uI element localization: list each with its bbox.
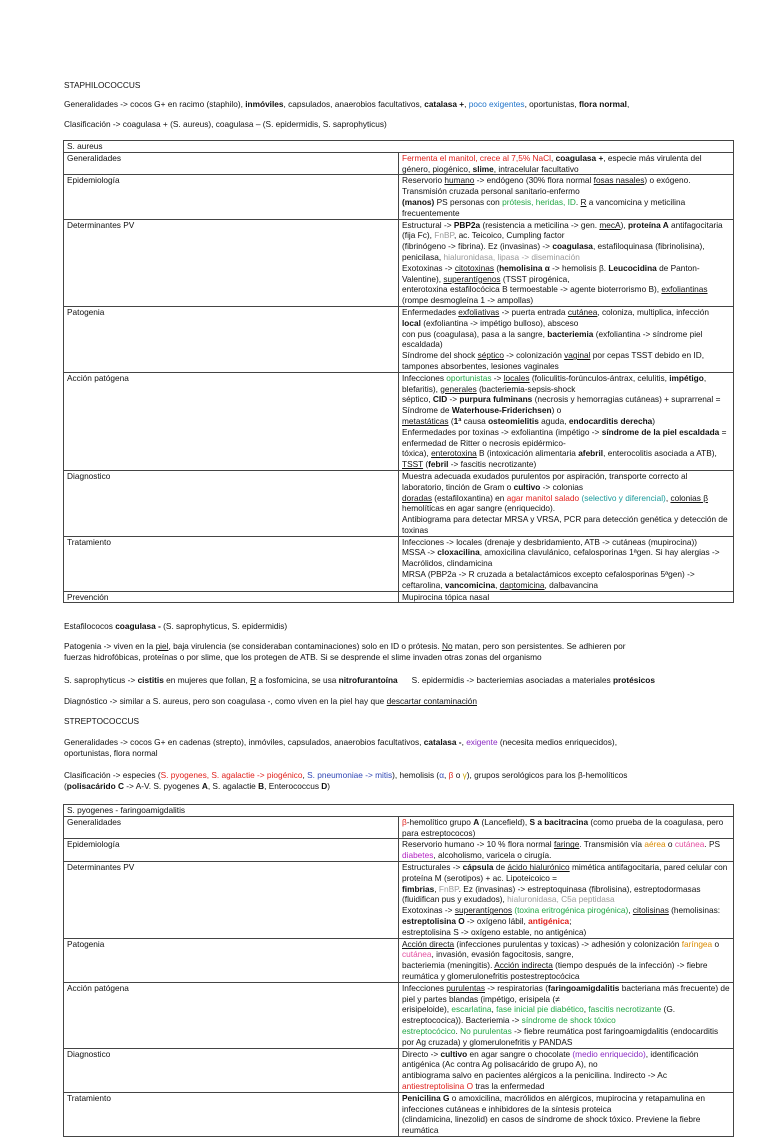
table-row: Epidemiología Reservorio humano -> endógeno (30% flora normal fosas nasales) o exógeno. Transmisión cruzada personal sanitario-enfermo (manos) PS personas con prótesis, heridas, ID. R a vancomicina y meticilina frecuentemente <box>64 175 734 219</box>
coagneg-diagnostico: Diagnóstico -> similar a S. aureus, pero son coagulasa -, como viven en la piel hay que descartar contaminación <box>64 696 478 706</box>
table-row: Acción patógena Infecciones oportunistas -> locales (foliculitis-forúnculos-ántrax, celulitis, impétigo, blefaritis), generales (bacteriemia-sepsis-shock séptico, CID -> purpura fulminans (necrosis y hemorragias cutáneas) + suprarrenal = Síndrome de Waterhouse-Friderichsen) o metastáticas (1ª causa osteomielitis aguda, endocarditis derecha) Enfermedades por toxinas -> exfoliantina (impétigo -> síndrome de la piel escaldada = enfermedad de Ritter o necrosis epidérmico- tóxica), enterotoxina B (intoxicación alimentaria afebril, enterocolitis asociada a ATB), TSST (febril -> fascitis necrotizante) <box>64 372 734 470</box>
table-row: Patogenia Acción directa (infecciones purulentas y toxicas) -> adhesión y colonización faríngea o cutánea, invasión, evasión fagocitosis, sangre, bacteriemia (meningitis). Acción indirecta (tiempo después de la infección) -> fiebre reumática y glomerulonefritis postestreptocócica <box>64 938 734 982</box>
s-aureus-table <box>63 140 734 603</box>
coagneg-saprophyticus: S. saprophyticus -> cistitis en mujeres que follan, R a fosfomicina, se usa nitrofurantoína S. epidermidis -> bacteriemias asociadas a materiales protésicos <box>64 675 655 685</box>
table-row: Epidemiología Reservorio humano -> 10 % flora normal faringe. Transmisión vía aérea o cutánea. PS diabetes, alcoholismo, varicela o cirugía. <box>64 839 734 862</box>
table-row: Determinantes PV Estructurales -> cápsula de ácido hialurónico mimética antifagocitaria, pared celular con proteína M (serotipos) + ac. Lipoteicoico = fimbrias, FnBP. Ez (invasinas) -> estreptoquinasa (fibrolisina), estreptodormasas (fluidifican pus y exudados), hialuronidasa, C5a peptidasa Exotoxinas -> superantígenos (toxina eritrogénica pirogénica), citolisinas (hemolisinas: estreptolisina O -> oxígeno lábil, antigénica; estreptolisina S -> oxígeno estable, no antigénica) <box>64 861 734 938</box>
table-row: Diagnostico Muestra adecuada exudados purulentos por aspiración, transporte correcto al laboratorio, tinción de Gram o cultivo -> colonias doradas (estafiloxantina) en agar manitol salado (selectivo y diferencial), colonias β hemolíticas en agar sangre (enriquecido). Antibiograma para detectar MRSA y VRSA, PCR para detección genética y detección de toxinas <box>64 470 734 536</box>
coagneg-patogenia: Patogenia -> viven en la piel, baja virulencia (se consideraban contaminaciones) solo en ID o prótesis. No matan, pero son persistentes. Se adhieren por fuerzas hidrofóbicas, proteínas o por slime, que los protegen de ATB. Si se desprende el slime invaden otras zonas del organismo <box>64 641 626 662</box>
table-row: Tratamiento Penicilina G o amoxicilina, macrólidos en alérgicos, mupirocina y retapamulina en infecciones cutáneas e inhibidores de la síntesis proteica (clindamicina, linezolid) en casos de síndrome de shock tóxico. Previene la fiebre reumática <box>64 1092 734 1136</box>
table-row: Diagnostico Directo -> cultivo en agar sangre o chocolate (medio enriquecido), identificación antigénica (Ac contra Ag polisacárido de grupo A), no antibiograma salvo en pacientes alérgicos a la penicilina. Indirecto -> Ac antiestreptolisina O tras la enfermedad <box>64 1048 734 1092</box>
table-row: Determinantes PV Estructural -> PBP2a (resistencia a meticilina -> gen. mecA), proteína A antifagocitaria (fija Fc), FnBP, ac. Teicoico, Cumpling factor (fibrinógeno -> fibrina). Ez (invasinas) -> coagulasa, estafiloquinasa (fibrinolisina), penicilasa, hialuronidasa, lipasa -> diseminación Exotoxinas -> citotoxinas (hemolisina α -> hemolisis β. Leucocidina de Panton-Valentine), superantígenos (TSST pirogénica, enterotoxina estafilocócica B termoestable -> agente bioterrorismo B), exfoliantinas (rompe desmogleína 1 -> ampollas) <box>64 219 734 306</box>
strep-clasificacion: Clasificación -> especies (S. pyogenes, S. agalactie -> piogénico, S. pneumoniae -> mitis), hemolisis (α, β o γ), grupos serológicos para los β-hemolíticos (polisacárido C -> A-V. S. pyogenes A, S. agalactie B, Enterococcus D) <box>64 770 628 791</box>
coagneg-title: Estafilococos coagulasa - (S. saprophyticus, S. epidermidis) <box>64 621 288 631</box>
table-row: Acción patógena Infecciones purulentas -> respiratorias (faringoamigdalitis bacteriana más frecuente) de piel y partes blandas (impétigo, erisipela (≠ erisipeloide), escarlatina, fase inicial pie diabético, fascitis necrotizante (G. estreptococica)). Bacteriemia -> síndrome de shock tóxico estreptocócico. No purulentas -> fiebre reumática post faringoamigdalitis (endocarditis por Ag cruzada) y glomerulonefritis y PANDAS <box>64 982 734 1048</box>
strep-generalidades: Generalidades -> cocos G+ en cadenas (strepto), inmóviles, capsulados, anaerobios facultativos, catalasa -, exigente (necesita medios enriquecidos), oportunistas, flora normal <box>64 737 618 758</box>
table-row: Generalidades Fermenta el manitol, crece al 7,5% NaCl, coagulasa +, especie más virulenta del género, piogénico, slime, intracelular facultativo <box>64 152 734 175</box>
table-row: Patogenia Enfermedades exfoliativas -> puerta entrada cutánea, coloniza, multiplica, infección local (exfoliantina -> impétigo bulloso), absceso con pus (coagulasa), pasa a la sangre, bacteriemia (exfoliantina -> síndrome piel escaldada) Síndrome del shock séptico -> colonización vaginal por cepas TSST debido en ID, tampones absorbentes, lesiones vaginales <box>64 306 734 372</box>
table-title: S. aureus <box>64 141 734 153</box>
table-row: Prevención Mupirocina tópica nasal <box>64 591 734 603</box>
strep-heading: STREPTOCOCCUS <box>64 716 139 726</box>
staph-heading: STAPHILOCOCCUS <box>64 80 141 90</box>
table-title: S. pyogenes - faringoamigdalitis <box>64 805 734 817</box>
staph-clasificacion: Clasificación -> coagulasa + (S. aureus), coagulasa – (S. epidermidis, S. saprophyticus) <box>64 119 387 129</box>
table-row: Tratamiento Infecciones -> locales (drenaje y desbridamiento, ATB -> cutáneas (mupirocina)) MSSA -> cloxacilina, amoxicilina clavulánico, cefalosporinas 1ªgen. Si hay alergias -> Macrólidos, clindamicina MRSA (PBP2a -> R cruzada a betalactámicos excepto cefalosporinas 5ªgen) -> ceftarolina, vancomicina, daptomicina, dalbavancina <box>64 536 734 591</box>
table-row: Generalidades β-hemolítico grupo A (Lancefield), S a bacitracina (como prueba de la coagulasa, pero para estreptococos) <box>64 816 734 839</box>
staph-generalidades: Generalidades -> cocos G+ en racimo (staphilo), inmóviles, capsulados, anaerobios facultativos, catalasa +, poco exigentes, oportunistas, flora normal, <box>64 99 630 109</box>
s-pyogenes-table <box>63 804 734 1137</box>
